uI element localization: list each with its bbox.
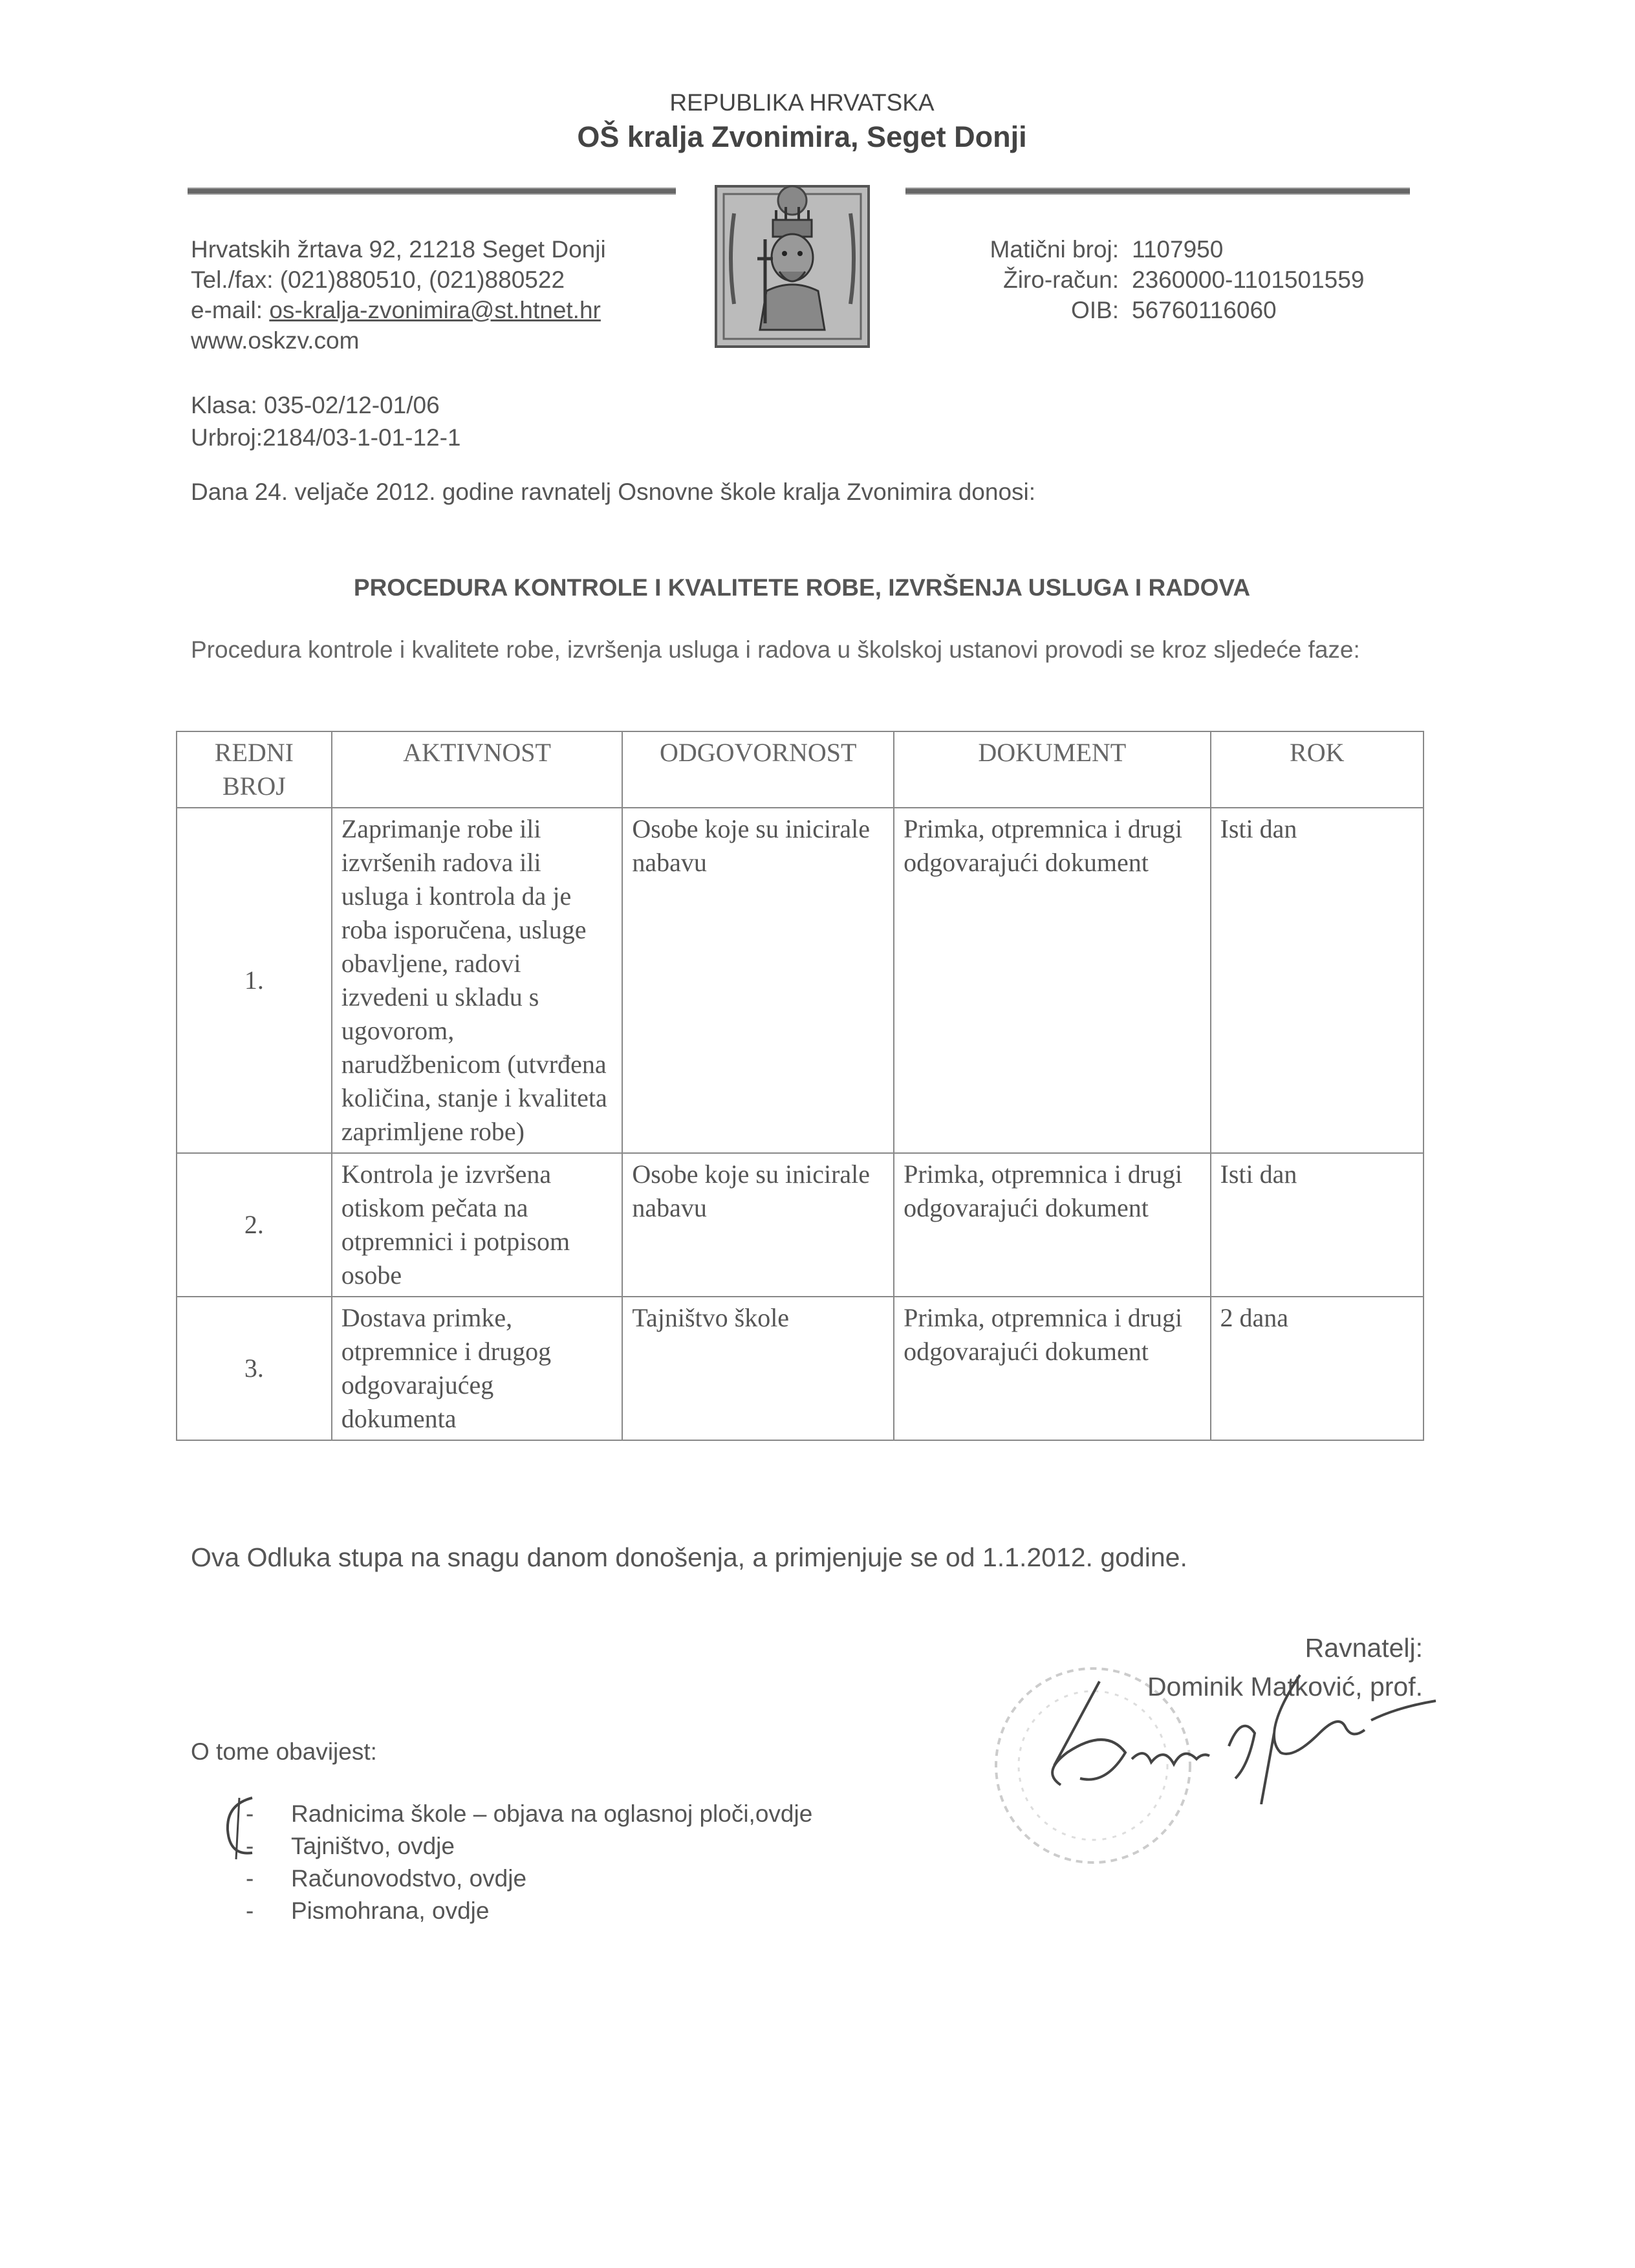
row-aktivnost: Dostava primke, otpremnice i drugog odgovarajućeg dokumenta: [332, 1297, 623, 1440]
intro-text: Procedura kontrole i kvalitete robe, izvršenja usluga i radova u školskoj ustanovi provodi se kroz sljedeće faze:: [191, 636, 1360, 663]
website-link[interactable]: www.oskzv.com: [191, 327, 360, 354]
registry-row: [970, 265, 1410, 295]
signature-icon: [957, 1656, 1449, 1804]
klasa: Klasa: 035-02/12-01/06: [191, 392, 440, 418]
row-aktivnost: Kontrola je izvršena otiskom pečata na otpremnici i potpisom osobe: [332, 1153, 623, 1297]
list-item: - Pismohrana, ovdje: [213, 1895, 812, 1927]
email-line: [191, 295, 606, 325]
row-number: 3.: [177, 1297, 332, 1440]
header-aktivnost: AKTIVNOST: [332, 731, 623, 808]
row-odgovornost: Osobe koje su inicirale nabavu: [622, 1153, 894, 1297]
registry-value: 1107950: [1132, 236, 1224, 263]
recipient: Računovodstvo, ovdje: [291, 1865, 527, 1892]
row-odgovornost: Tajništvo škole: [622, 1297, 894, 1440]
recipient: Pismohrana, ovdje: [291, 1897, 490, 1924]
document-title: PROCEDURA KONTROLE I KVALITETE ROBE, IZVRŠENJA USLUGA I RADOVA: [353, 574, 1251, 601]
registry-label: Matični broj:: [990, 236, 1119, 263]
date-line: Dana 24. veljače 2012. godine ravnatelj Osnovne škole kralja Zvonimira donosi:: [191, 479, 1036, 505]
signatory-name: Dominik Matković, prof.: [1147, 1672, 1423, 1701]
table-row: [177, 1153, 1424, 1297]
recipient-list: [213, 1798, 812, 1927]
registry-block: [970, 234, 1410, 325]
header-rule-right: [905, 188, 1410, 195]
row-rok: 2 dana: [1211, 1297, 1424, 1440]
contact-block: [191, 234, 606, 356]
registry-label: OIB:: [1070, 297, 1119, 323]
header-dokument: DOKUMENT: [894, 731, 1210, 808]
school-name: OŠ kralja Zvonimira, Seget Donji: [577, 120, 1027, 153]
recipient: Radnicima škole – objava na oglasnoj ploči,ovdje: [291, 1800, 813, 1827]
row-rok: Isti dan: [1211, 1153, 1424, 1297]
table-row: [177, 808, 1424, 1153]
procedure-table: [176, 731, 1424, 1441]
row-dokument: Primka, otpremnica i drugi odgovarajući dokument: [894, 1153, 1210, 1297]
signatory-role: Ravnatelj:: [1305, 1633, 1423, 1663]
republic-heading: REPUBLIKA HRVATSKA: [669, 89, 935, 116]
email-label: e-mail:: [191, 297, 270, 323]
registry-row: [970, 234, 1410, 265]
row-dokument: Primka, otpremnica i drugi odgovarajući dokument: [894, 808, 1210, 1153]
registry-label: Žiro-račun:: [1003, 266, 1119, 293]
row-aktivnost: Zaprimanje robe ili izvršenih radova ili usluga i kontrola da je roba isporučena, usluge obavljene, radovi izvedeni u skladu s ugovorom, narudžbenicom (utvrđena količina, stanje i kvaliteta zaprimljene robe): [332, 808, 623, 1153]
row-number: 1.: [177, 808, 332, 1153]
row-dokument: Primka, otpremnica i drugi odgovarajući dokument: [894, 1297, 1210, 1440]
list-item: - Računovodstvo, ovdje: [213, 1863, 812, 1895]
header-rule-left: [188, 188, 676, 195]
reference-block: [191, 389, 461, 454]
registry-value: 56760116060: [1132, 297, 1277, 323]
header-odgovornost: ODGOVORNOST: [622, 731, 894, 808]
email-link[interactable]: os-kralja-zvonimira@st.htnet.hr: [269, 297, 601, 323]
row-rok: Isti dan: [1211, 808, 1424, 1153]
table-row: [177, 1297, 1424, 1440]
crest-icon: [715, 175, 870, 348]
notice-label: O tome obavijest:: [191, 1738, 377, 1765]
list-item: - Tajništvo, ovdje: [213, 1830, 812, 1863]
urbroj: Urbroj:2184/03-1-01-12-1: [191, 424, 461, 451]
header-redni-broj: REDNI BROJ: [177, 731, 332, 808]
address: Hrvatskih žrtava 92, 21218 Seget Donji: [191, 236, 606, 263]
decision-statement: Ova Odluka stupa na snagu danom donošenja, a primjenjuje se od 1.1.2012. godine.: [191, 1542, 1187, 1572]
recipient: Tajništvo, ovdje: [291, 1833, 455, 1859]
header-rok: ROK: [1211, 731, 1424, 808]
list-item: - Radnicima škole – objava na oglasnoj ploči,ovdje: [213, 1798, 812, 1830]
table-header-row: [177, 731, 1424, 808]
registry-value: 2360000-1101501559: [1132, 266, 1365, 293]
telfax: Tel./fax: (021)880510, (021)880522: [191, 266, 565, 293]
registry-row: [970, 295, 1410, 325]
row-number: 2.: [177, 1153, 332, 1297]
row-odgovornost: Osobe koje su inicirale nabavu: [622, 808, 894, 1153]
